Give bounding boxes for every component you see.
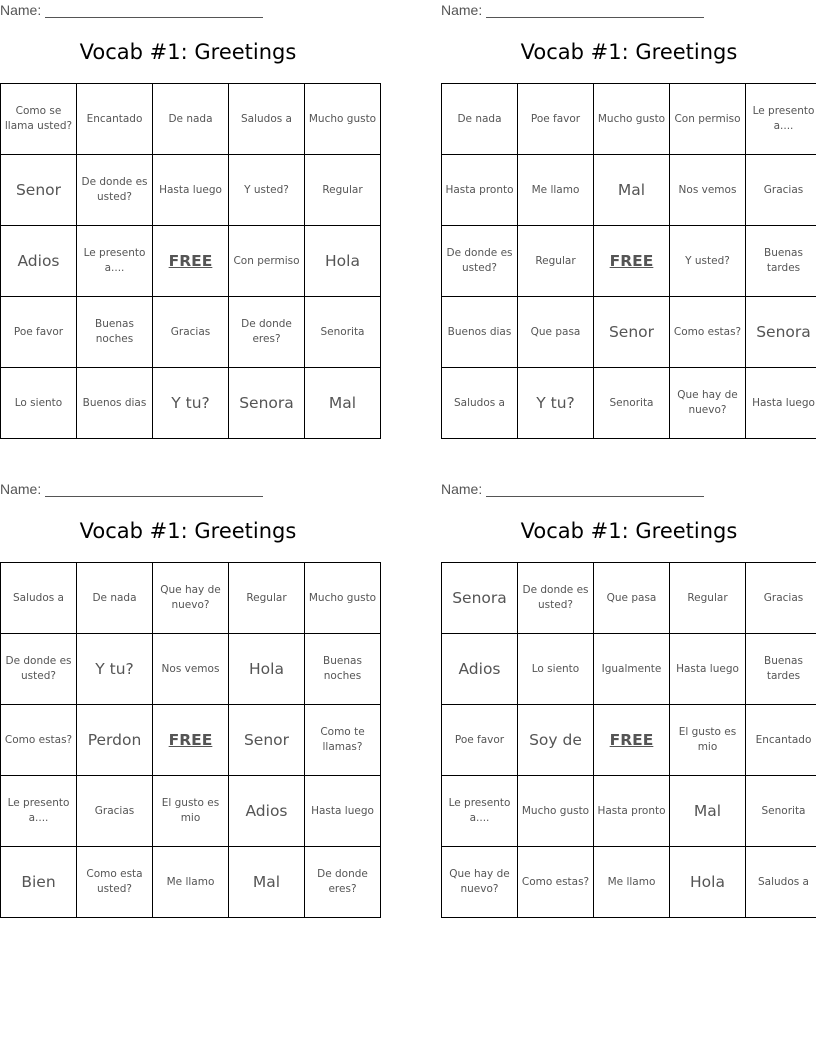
cell-text: Senora (239, 393, 294, 412)
grid-cell (77, 776, 153, 847)
grid-cell (746, 634, 816, 705)
grid-cell (77, 847, 153, 918)
card-title: Vocab #1: Greetings (520, 519, 738, 543)
cell-text: Senorita (320, 325, 365, 338)
cell-text: Regular (535, 254, 576, 267)
grid-cell (442, 368, 518, 439)
grid-cell (229, 705, 305, 776)
cell-text: Regular (687, 591, 728, 604)
cell-text: Y usted? (244, 183, 289, 196)
cell-text: Con permiso (233, 254, 300, 267)
cell-text: Y tu? (171, 393, 210, 412)
grid-cell (229, 297, 305, 368)
cell-text: Lo siento (14, 396, 63, 409)
grid-cell (229, 226, 305, 297)
cell-text: Mal (328, 393, 357, 412)
grid-cell (442, 634, 518, 705)
grid-row (1, 155, 381, 226)
grid-cell (594, 368, 670, 439)
grid-cell (305, 368, 381, 439)
cell-text: Regular (246, 591, 287, 604)
grid-cell (594, 155, 670, 226)
cell-text: Como esta usted? (86, 868, 143, 895)
bingo-grid (441, 83, 816, 439)
cell-text: Gracias (763, 183, 804, 196)
cell-text: Nos vemos (161, 662, 220, 675)
grid-cell (670, 705, 746, 776)
cell-text: Mucho gusto (308, 591, 377, 604)
grid-cell (518, 84, 594, 155)
cell-text: Buenas tardes (764, 655, 803, 682)
grid-cell (305, 297, 381, 368)
free-space-cell (153, 226, 229, 297)
grid-cell (746, 297, 816, 368)
grid-cell (77, 226, 153, 297)
grid-cell (1, 84, 77, 155)
free-space-cell (153, 705, 229, 776)
grid-cell (518, 226, 594, 297)
grid-cell (442, 297, 518, 368)
cell-text: Encantado (86, 112, 143, 125)
grid-cell (670, 155, 746, 226)
free-space-cell (594, 226, 670, 297)
cell-text: Lo siento (531, 662, 580, 675)
grid-cell (518, 847, 594, 918)
grid-cell (670, 226, 746, 297)
grid-cell (442, 563, 518, 634)
cell-text: Buenas noches (95, 318, 134, 345)
cell-text: Que pasa (606, 591, 657, 604)
cell-text: Le presento a.... (7, 797, 70, 824)
grid-cell (153, 563, 229, 634)
cell-text: Gracias (763, 591, 804, 604)
grid-cell (305, 847, 381, 918)
grid-cell (77, 368, 153, 439)
cell-text: Buenas noches (323, 655, 362, 682)
cell-text: FREE (168, 730, 213, 749)
grid-cell (77, 155, 153, 226)
grid-cell (594, 84, 670, 155)
grid-cell (1, 563, 77, 634)
grid-row (442, 84, 816, 155)
grid-cell (305, 563, 381, 634)
grid-cell (305, 226, 381, 297)
grid-cell (594, 563, 670, 634)
grid-cell (229, 84, 305, 155)
grid-cell (77, 297, 153, 368)
grid-cell (305, 776, 381, 847)
cell-text: Adios (17, 251, 60, 270)
bingo-card-2 (441, 0, 816, 440)
cell-text: Hasta luego (311, 804, 374, 817)
name-field (0, 2, 263, 18)
cell-text: Que pasa (530, 325, 581, 338)
grid-row (1, 84, 381, 155)
name-blank-line (45, 3, 263, 18)
cell-text: Me llamo (531, 183, 580, 196)
grid-cell (229, 368, 305, 439)
cell-text: Hasta pronto (597, 804, 666, 817)
grid-cell (670, 776, 746, 847)
grid-row (442, 705, 816, 776)
cell-text: De donde eres? (317, 868, 368, 895)
cell-text: De donde eres? (241, 318, 292, 345)
cell-text: Que hay de nuevo? (449, 868, 510, 895)
grid-row (442, 297, 816, 368)
grid-cell (1, 297, 77, 368)
name-blank-line (486, 482, 704, 497)
cell-text: Como se llama usted? (4, 105, 73, 132)
cell-text: Gracias (94, 804, 135, 817)
grid-cell (518, 297, 594, 368)
cell-text: El gusto es mio (678, 726, 737, 753)
name-blank-line (486, 3, 704, 18)
grid-cell (518, 563, 594, 634)
grid-cell (746, 226, 816, 297)
name-blank-line (45, 482, 263, 497)
cell-text: Mal (693, 801, 722, 820)
cell-text: Mal (617, 180, 646, 199)
grid-cell (670, 563, 746, 634)
cell-text: Como estas? (4, 733, 73, 746)
grid-cell (153, 776, 229, 847)
cell-text: Bien (21, 872, 56, 891)
cell-text: Hasta luego (676, 662, 739, 675)
grid-row (442, 847, 816, 918)
grid-cell (153, 368, 229, 439)
cell-text: De nada (168, 112, 213, 125)
cell-text: Con permiso (674, 112, 741, 125)
cell-text: Poe favor (530, 112, 581, 125)
grid-cell (442, 847, 518, 918)
cell-text: Que hay de nuevo? (160, 584, 221, 611)
grid-cell (153, 155, 229, 226)
cell-text: De donde es usted? (522, 584, 589, 611)
cell-text: Y tu? (536, 393, 575, 412)
cell-text: Buenos dias (82, 396, 147, 409)
grid-row (1, 368, 381, 439)
grid-cell (1, 847, 77, 918)
cell-text: Senorita (761, 804, 806, 817)
grid-cell (518, 368, 594, 439)
cell-text: Mucho gusto (308, 112, 377, 125)
grid-cell (229, 847, 305, 918)
cell-text: De nada (457, 112, 502, 125)
grid-cell (746, 155, 816, 226)
grid-cell (746, 368, 816, 439)
grid-cell (746, 705, 816, 776)
bingo-card-3 (0, 479, 376, 919)
cell-text: Senor (608, 322, 655, 341)
grid-cell (229, 634, 305, 705)
cell-text: Hasta luego (159, 183, 222, 196)
cell-text: Perdon (87, 730, 142, 749)
cell-text: Poe favor (13, 325, 64, 338)
grid-cell (1, 634, 77, 705)
grid-cell (670, 368, 746, 439)
grid-cell (746, 84, 816, 155)
grid-row (442, 776, 816, 847)
grid-cell (518, 155, 594, 226)
cell-text: Senorita (609, 396, 654, 409)
cell-text: Le presento a.... (448, 797, 511, 824)
grid-row (442, 634, 816, 705)
cell-text: Le presento a.... (83, 247, 146, 274)
cell-text: Hasta luego (752, 396, 815, 409)
grid-cell (305, 84, 381, 155)
grid-cell (594, 847, 670, 918)
cell-text: Y usted? (685, 254, 730, 267)
grid-row (1, 776, 381, 847)
cell-text: Mal (252, 872, 281, 891)
grid-cell (153, 297, 229, 368)
grid-cell (1, 155, 77, 226)
bingo-grid (0, 83, 381, 439)
name-field (441, 2, 704, 18)
grid-cell (594, 634, 670, 705)
grid-cell (305, 705, 381, 776)
bingo-card-4 (441, 479, 816, 919)
cell-text: Senor (243, 730, 290, 749)
cell-text: Mucho gusto (521, 804, 590, 817)
cell-text: Senor (15, 180, 62, 199)
grid-cell (77, 563, 153, 634)
name-label: Name: (0, 481, 42, 497)
grid-cell (305, 634, 381, 705)
grid-cell (1, 705, 77, 776)
free-space-cell (594, 705, 670, 776)
grid-cell (518, 705, 594, 776)
cell-text: Senora (756, 322, 811, 341)
grid-cell (229, 563, 305, 634)
cell-text: Hola (690, 872, 725, 891)
grid-row (1, 563, 381, 634)
cell-text: De donde es usted? (81, 176, 148, 203)
cell-text: Nos vemos (678, 183, 737, 196)
cell-text: Como estas? (521, 875, 590, 888)
bingo-grid (441, 562, 816, 918)
grid-cell (153, 847, 229, 918)
cell-text: El gusto es mio (161, 797, 220, 824)
grid-cell (442, 84, 518, 155)
cell-text: Buenas tardes (764, 247, 803, 274)
grid-cell (77, 84, 153, 155)
grid-cell (518, 634, 594, 705)
card-title: Vocab #1: Greetings (79, 519, 297, 543)
grid-cell (670, 634, 746, 705)
card-title: Vocab #1: Greetings (520, 40, 738, 64)
grid-row (1, 705, 381, 776)
cell-text: Como te llamas? (320, 726, 365, 753)
cell-text: Gracias (170, 325, 211, 338)
grid-row (1, 634, 381, 705)
cell-text: Me llamo (607, 875, 656, 888)
cell-text: De donde es usted? (5, 655, 72, 682)
name-label: Name: (0, 2, 42, 18)
grid-row (442, 368, 816, 439)
cell-text: Saludos a (453, 396, 505, 409)
grid-cell (1, 776, 77, 847)
grid-cell (670, 84, 746, 155)
grid-row (1, 226, 381, 297)
grid-cell (670, 297, 746, 368)
grid-cell (1, 368, 77, 439)
grid-cell (518, 776, 594, 847)
grid-cell (746, 776, 816, 847)
grid-cell (1, 226, 77, 297)
cell-text: Y tu? (95, 659, 134, 678)
bingo-card-1 (0, 0, 376, 440)
grid-cell (594, 297, 670, 368)
name-field (441, 481, 704, 497)
grid-cell (442, 776, 518, 847)
grid-cell (77, 705, 153, 776)
cell-text: Saludos a (240, 112, 292, 125)
cell-text: Como estas? (673, 325, 742, 338)
grid-cell (670, 847, 746, 918)
cell-text: De donde es usted? (446, 247, 513, 274)
cell-text: Mucho gusto (597, 112, 666, 125)
cell-text: Adios (245, 801, 288, 820)
grid-cell (305, 155, 381, 226)
cell-text: FREE (168, 251, 213, 270)
cell-text: Regular (322, 183, 363, 196)
cell-text: Soy de (529, 730, 582, 749)
cell-text: Me llamo (166, 875, 215, 888)
grid-row (442, 226, 816, 297)
cell-text: FREE (609, 251, 654, 270)
grid-row (1, 297, 381, 368)
cell-text: Le presento a.... (752, 105, 815, 132)
grid-row (442, 155, 816, 226)
grid-cell (229, 155, 305, 226)
cell-text: Saludos a (12, 591, 64, 604)
grid-row (442, 563, 816, 634)
cell-text: Poe favor (454, 733, 505, 746)
grid-row (1, 847, 381, 918)
grid-cell (746, 847, 816, 918)
cell-text: FREE (609, 730, 654, 749)
cell-text: Que hay de nuevo? (677, 389, 738, 416)
cell-text: Hasta pronto (445, 183, 514, 196)
grid-cell (442, 226, 518, 297)
name-label: Name: (441, 2, 483, 18)
grid-cell (746, 563, 816, 634)
grid-cell (153, 634, 229, 705)
cell-text: Encantado (755, 733, 812, 746)
cell-text: Igualmente (601, 662, 662, 675)
cell-text: Saludos a (757, 875, 809, 888)
name-label: Name: (441, 481, 483, 497)
grid-cell (594, 776, 670, 847)
grid-cell (153, 84, 229, 155)
name-field (0, 481, 263, 497)
cell-text: Senora (452, 588, 507, 607)
grid-cell (442, 155, 518, 226)
bingo-grid (0, 562, 381, 918)
cell-text: Buenos dias (447, 325, 512, 338)
grid-cell (442, 705, 518, 776)
grid-cell (77, 634, 153, 705)
cell-text: Hola (249, 659, 284, 678)
cell-text: Adios (458, 659, 501, 678)
grid-cell (229, 776, 305, 847)
cell-text: Hola (325, 251, 360, 270)
cell-text: De nada (92, 591, 137, 604)
card-title: Vocab #1: Greetings (79, 40, 297, 64)
